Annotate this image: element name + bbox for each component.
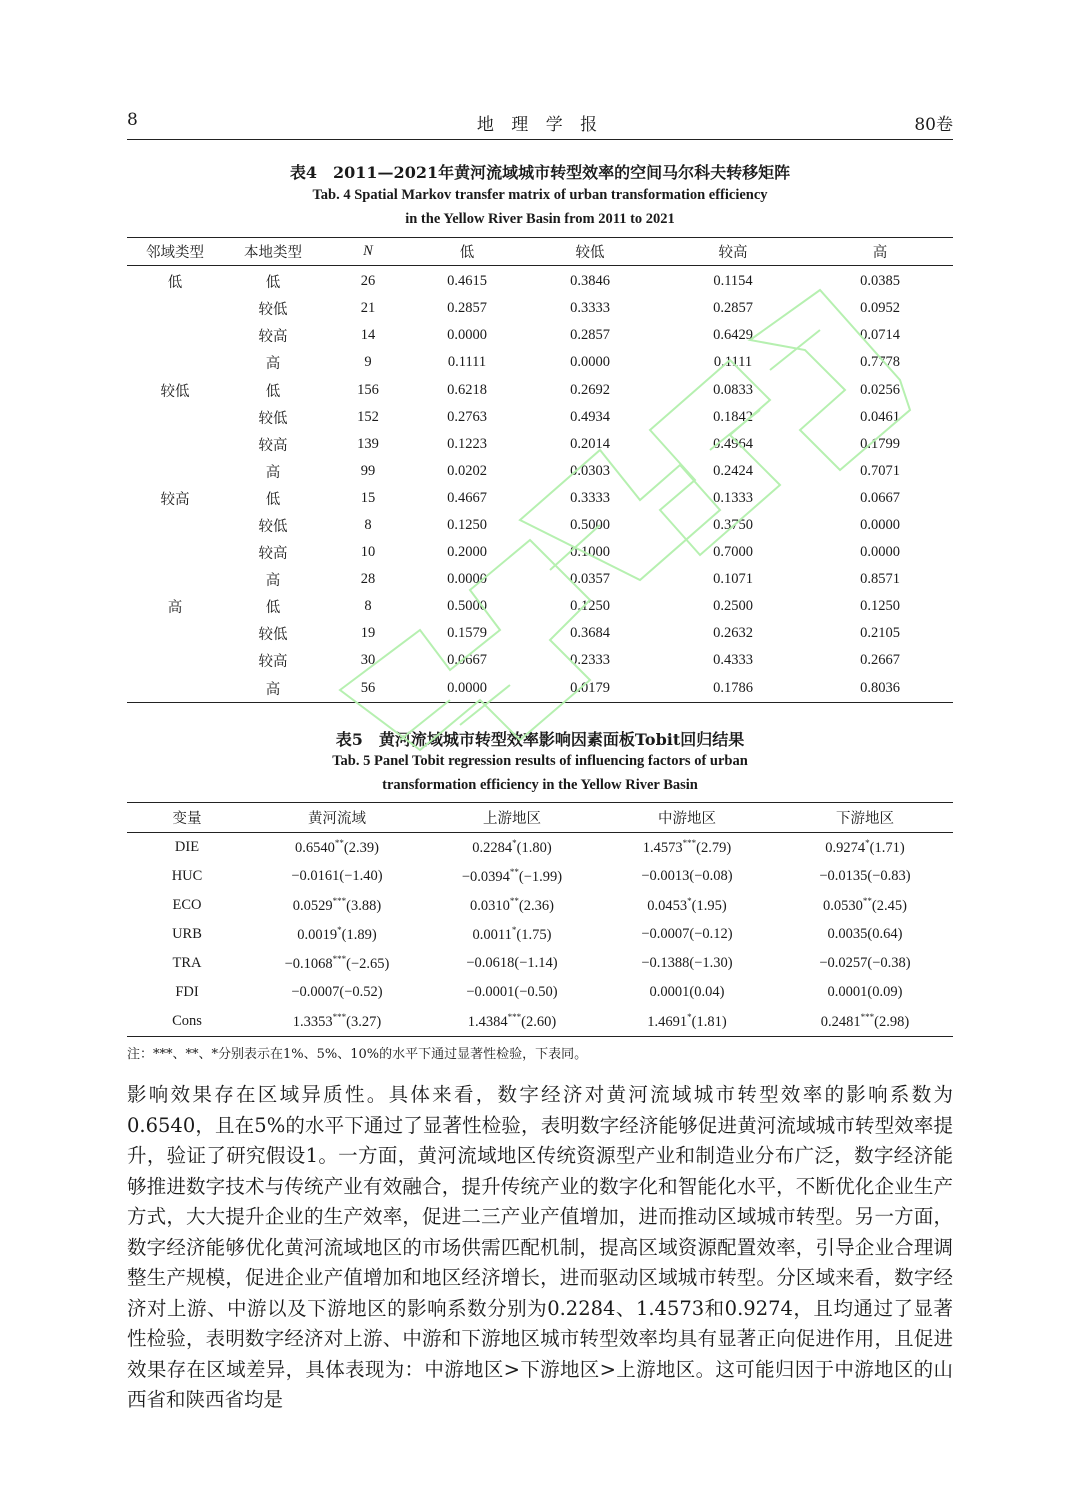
table-cell: 较低 (258, 410, 288, 427)
table-row (127, 620, 953, 647)
table-cell: 0.6429 (713, 327, 753, 344)
table-cell: 0.1333 (713, 489, 753, 506)
table-cell (127, 566, 223, 593)
t-statistic: (1.89) (341, 926, 377, 943)
t-statistic: (2.98) (874, 1013, 910, 1030)
table-cell: 0.3684 (570, 625, 610, 642)
table-cell: 0.2857 (713, 300, 753, 317)
table-cell: 高 (265, 681, 281, 698)
table-cell: 较高 (258, 546, 288, 563)
table-cell: 0.0000 (447, 327, 487, 344)
table-cell: 14 (360, 327, 376, 344)
table-cell (127, 512, 223, 539)
column-header: 低 (459, 245, 475, 262)
table-cell (127, 295, 223, 322)
table-cell: 0.2857 (447, 300, 487, 317)
significance-stars: * (687, 896, 692, 907)
coefficient-cell (427, 949, 597, 978)
table-cell: 0.1154 (713, 273, 753, 290)
coefficient-cell (247, 1007, 427, 1037)
table-cell: 21 (360, 300, 376, 317)
coefficient-value: −0.0013(−0.08) (641, 868, 733, 884)
coefficient-cell (777, 862, 953, 891)
significance-stars: ** (862, 896, 872, 907)
coefficient-value: 0.9274 (825, 839, 866, 856)
table-cell: 0.0256 (860, 381, 900, 398)
table-cell: 56 (360, 679, 376, 696)
table-row (127, 458, 953, 485)
table-cell: 低 (265, 275, 281, 292)
significance-stars: *** (507, 1012, 522, 1023)
coefficient-cell (427, 920, 597, 949)
table-cell: 0.6218 (447, 381, 487, 398)
table-cell: 0.0303 (570, 462, 610, 479)
t-statistic: (2.79) (696, 839, 732, 856)
table-row (127, 920, 953, 949)
table-cell: 30 (360, 652, 376, 669)
table-cell: 0.8571 (860, 571, 900, 588)
coefficient-cell (597, 920, 777, 949)
table-cell: 高 (167, 600, 183, 617)
coefficient-cell (777, 920, 953, 949)
table-cell: 15 (360, 489, 376, 506)
significance-stars: ** (334, 838, 344, 849)
coefficient-value: 0.0310 (470, 897, 510, 914)
significance-stars: *** (332, 1012, 347, 1023)
significance-stars: * (511, 925, 517, 936)
coefficient-value: −0.0394 (461, 868, 510, 885)
coefficient-value: 1.3353 (292, 1013, 333, 1030)
table-cell: 9 (364, 354, 372, 371)
column-header: 上游地区 (483, 811, 541, 827)
header-rule (127, 139, 953, 140)
table-cell: 8 (364, 598, 372, 615)
t-statistic: (1.81) (691, 1013, 727, 1030)
column-header: 变量 (172, 811, 202, 827)
t-statistic: (−1.99) (518, 868, 563, 885)
table-row (127, 295, 953, 322)
variable-cell: HUC (171, 868, 203, 884)
table-cell (127, 431, 223, 458)
coefficient-cell (247, 862, 427, 891)
table-cell: 较低 (258, 627, 288, 644)
coefficient-cell (247, 891, 427, 920)
coefficient-value: 1.4691 (647, 1013, 688, 1030)
column-header: 本地类型 (244, 245, 302, 262)
coefficient-cell (597, 891, 777, 920)
body-text (127, 1080, 953, 1416)
t-statistic: (2.45) (871, 897, 907, 914)
table4-caption-en-line1: Tab. 4 Spatial Markov transfer matrix of urban transformation efficiency (312, 187, 768, 203)
table-cell (127, 647, 223, 674)
table-cell: 高 (265, 356, 281, 373)
table-cell: 0.2105 (860, 625, 900, 642)
table4-caption-en-line2: in the Yellow River Basin from 2011 to 2021 (405, 211, 675, 227)
table-cell: 0.7071 (860, 462, 900, 479)
coefficient-value: 0.0011 (472, 926, 512, 943)
table-cell: 0.5000 (447, 598, 487, 615)
significance-stars: *** (332, 954, 347, 965)
table-cell: 8 (364, 516, 372, 533)
coefficient-value: −0.1068 (284, 955, 333, 972)
coefficient-value: 0.0453 (647, 897, 688, 914)
table-row (127, 891, 953, 920)
table-cell: 156 (357, 381, 379, 398)
coefficient-value: 0.2284 (472, 839, 513, 856)
coefficient-cell (427, 1007, 597, 1037)
markov-matrix-table (127, 237, 953, 703)
table-cell: 26 (360, 273, 376, 290)
t-statistic: (1.95) (691, 897, 727, 914)
variable-cell: URB (172, 926, 202, 942)
table-cell: 较高 (160, 491, 190, 508)
table-cell (127, 620, 223, 647)
table-note: 注：***、**、*分别表示在1%、5%、10%的水平下通过显著性检验，下表同。 (127, 1047, 588, 1062)
coefficient-value: −0.1388(−1.30) (641, 955, 733, 971)
coefficient-value: 0.0529 (292, 897, 333, 914)
coefficient-value: 0.2481 (820, 1013, 861, 1030)
table-row (127, 322, 953, 349)
paragraph: 影响效果存在区域异质性。具体来看，数字经济对黄河流域城市转型效率的影响系数为0.6540，且在5%的水平下通过了显著性检验，表明数字经济能够促进黄河流域城市转型效率提升，验证了研究假设1。一方面，黄河流域地区传统资源型产业和制造业分布广泛，数字经济能够推进数字技术与传统产业有效融合，提升传统产业的数字化和智能化水平，不断优化企业生产方式，大大提升企业的生产效率，促进二三产业产值增加，进而推动区域城市转型。另一方面，数字经济能够优化黄河流域地区的市场供需匹配机制，提高区域资源配置效率，引导企业合理调整生产规模，促进企业产值增加和地区经济增长，进而驱动区域城市转型。分区域来看，数字经济对上游、中游以及下游地区的影响系数分别为0.2284、1.4573和0.9274，且均通过了显著性检验，表明数字经济对上游、中游和下游地区城市转型效率均具有显著正向促进作用，且促进效果存在区域差异，具体表现为：中游地区>下游地区>上游地区。这可能归因于中游地区的山西省和陕西省均是 (127, 1083, 953, 1411)
running-header (127, 110, 953, 136)
table-row (127, 978, 953, 1007)
table-cell (127, 458, 223, 485)
coefficient-value: −0.0161(−1.40) (291, 868, 383, 884)
coefficient-value: −0.0618(−1.14) (466, 955, 558, 971)
table-cell: 0.2014 (570, 435, 610, 452)
t-statistic: (2.60) (521, 1013, 557, 1030)
table-cell: 0.2424 (713, 462, 753, 479)
table-cell (127, 675, 223, 703)
table-cell: 0.2000 (447, 544, 487, 561)
t-statistic: (1.71) (869, 839, 905, 856)
t-statistic: (3.27) (346, 1013, 382, 1030)
column-header: 较高 (718, 245, 748, 262)
journal-name: 地 理 学 报 (476, 115, 604, 135)
coefficient-value: −0.0257(−0.38) (819, 955, 911, 971)
page-number: 8 (127, 110, 138, 130)
coefficient-cell (427, 978, 597, 1007)
table-cell: 低 (265, 600, 281, 617)
table-cell: 较低 (160, 383, 190, 400)
table-cell: 139 (357, 435, 379, 452)
table-cell: 0.2763 (447, 408, 487, 425)
table-cell: 0.1223 (447, 435, 487, 452)
table-cell: 152 (357, 408, 379, 425)
table-cell: 0.0000 (447, 571, 487, 588)
variable-cell: ECO (172, 897, 202, 913)
table-cell: 0.0952 (860, 300, 900, 317)
table-cell: 0.3333 (570, 300, 610, 317)
table-cell: 0.3846 (570, 273, 610, 290)
significance-stars: *** (332, 896, 347, 907)
table5-caption-en-line2: transformation efficiency in the Yellow River Basin (382, 777, 698, 793)
significance-stars: *** (860, 1012, 875, 1023)
coefficient-cell (777, 833, 953, 863)
table-cell: 0.4964 (713, 435, 753, 452)
table-cell: 较低 (258, 302, 288, 319)
coefficient-cell (247, 833, 427, 863)
column-header: 下游地区 (836, 811, 894, 827)
table-row (127, 376, 953, 403)
significance-stars: * (865, 838, 870, 849)
table-row (127, 539, 953, 566)
volume-label: 80卷 (914, 115, 953, 135)
coefficient-cell (427, 862, 597, 891)
table-cell: 较低 (258, 518, 288, 535)
variable-cell: Cons (172, 1013, 202, 1029)
table-cell: 0.0000 (860, 516, 900, 533)
t-statistic: (3.88) (346, 897, 382, 914)
table-cell: 0.7000 (713, 544, 753, 561)
table-cell: 0.4615 (447, 273, 487, 290)
table-cell: 0.0357 (570, 571, 610, 588)
table-cell: 10 (360, 544, 376, 561)
column-header: 较低 (575, 245, 605, 262)
significance-stars: ** (509, 867, 519, 878)
table-cell: 0.0667 (860, 489, 900, 506)
table-cell: 0.0461 (860, 408, 900, 425)
coefficient-cell (247, 949, 427, 978)
table5-caption-en-line1: Tab. 5 Panel Tobit regression results of influencing factors of urban (332, 753, 748, 769)
table4-caption-cn: 表4 2011—2021年黄河流域城市转型效率的空间马尔科夫转移矩阵 (289, 163, 791, 182)
coefficient-value: −0.0007(−0.12) (641, 926, 733, 942)
coefficient-cell (777, 1007, 953, 1037)
significance-stars: * (512, 838, 517, 849)
column-header: N (363, 243, 373, 260)
table-cell: 0.1786 (713, 679, 753, 696)
table-cell: 0.1111 (447, 354, 487, 371)
table-cell: 0.5000 (570, 516, 610, 533)
table-row (127, 833, 953, 863)
table-cell (127, 349, 223, 376)
table-row (127, 485, 953, 512)
coefficient-value: −0.0007(−0.52) (291, 984, 383, 1000)
t-statistic: (2.36) (518, 897, 554, 914)
coefficient-value: 0.6540 (295, 839, 335, 856)
table-cell: 0.4934 (570, 408, 610, 425)
coefficient-value: 0.0019 (297, 926, 338, 943)
coefficient-value: 0.0530 (823, 897, 863, 914)
table-cell: 0.1250 (860, 598, 900, 615)
table-cell: 高 (265, 573, 281, 590)
coefficient-cell (597, 978, 777, 1007)
table-header-row (127, 238, 953, 266)
coefficient-value: 0.0035(0.64) (827, 926, 903, 942)
coefficient-cell (777, 978, 953, 1007)
table-cell: 0.4333 (713, 652, 753, 669)
table-cell: 0.1071 (713, 571, 753, 588)
table-row (127, 862, 953, 891)
coefficient-cell (777, 891, 953, 920)
table-cell: 0.0667 (447, 652, 487, 669)
column-header: 高 (872, 245, 888, 262)
table-cell: 0.1579 (447, 625, 487, 642)
table-cell: 19 (360, 625, 376, 642)
table-cell: 低 (167, 275, 183, 292)
tobit-regression-table (127, 802, 953, 1037)
t-statistic: (1.80) (516, 839, 552, 856)
table-cell: 0.1842 (713, 408, 753, 425)
significance-stars: ** (509, 896, 519, 907)
table-cell: 0.0714 (860, 327, 900, 344)
table-row (127, 949, 953, 978)
coefficient-cell (427, 833, 597, 863)
table-row (127, 1007, 953, 1037)
coefficient-cell (597, 1007, 777, 1037)
table-cell (127, 404, 223, 431)
table-cell: 0.1799 (860, 435, 900, 452)
table-cell: 0.1111 (713, 354, 753, 371)
table-row (127, 404, 953, 431)
t-statistic: (−2.65) (346, 955, 390, 972)
table-cell: 0.0000 (860, 544, 900, 561)
table-cell: 0.3333 (570, 489, 610, 506)
table-cell: 99 (360, 462, 376, 479)
table-row (127, 593, 953, 620)
table-cell (127, 322, 223, 349)
table-cell: 0.0833 (713, 381, 753, 398)
table-row (127, 675, 953, 703)
table-cell: 较高 (258, 329, 288, 346)
coefficient-cell (427, 891, 597, 920)
table-cell: 0.0179 (570, 679, 610, 696)
coefficient-value: −0.0001(−0.50) (466, 984, 558, 1000)
table-row (127, 349, 953, 376)
significance-stars: * (687, 1012, 692, 1023)
column-header: 邻域类型 (146, 245, 204, 262)
table-cell: 较高 (258, 654, 288, 671)
significance-stars: * (337, 925, 342, 936)
table-cell: 0.7778 (860, 354, 900, 371)
table-cell: 0.2692 (570, 381, 610, 398)
table-cell: 0.1250 (447, 516, 487, 533)
table-cell: 0.2632 (713, 625, 753, 642)
table-cell: 0.2500 (713, 598, 753, 615)
table-cell (127, 539, 223, 566)
coefficient-value: 0.0001(0.09) (827, 984, 903, 1000)
t-statistic: (2.39) (343, 839, 379, 856)
coefficient-value: −0.0135(−0.83) (819, 868, 911, 884)
table-cell: 0.4667 (447, 489, 487, 506)
table-row (127, 266, 953, 296)
coefficient-cell (247, 920, 427, 949)
table-cell: 0.2667 (860, 652, 900, 669)
column-header: 中游地区 (658, 811, 716, 827)
table-cell: 28 (360, 571, 376, 588)
table-cell: 0.1000 (570, 544, 610, 561)
table-cell: 0.0000 (447, 679, 487, 696)
coefficient-value: 1.4573 (642, 839, 683, 856)
coefficient-cell (597, 949, 777, 978)
table5-caption-cn: 表5 黄河流域城市转型效率影响因素面板Tobit回归结果 (335, 730, 745, 749)
table-row (127, 566, 953, 593)
coefficient-value: 1.4384 (467, 1013, 508, 1030)
table-cell: 0.1250 (570, 598, 610, 615)
table-row (127, 512, 953, 539)
variable-cell: FDI (175, 984, 199, 1000)
significance-stars: *** (682, 838, 697, 849)
coefficient-cell (597, 833, 777, 863)
coefficient-cell (247, 978, 427, 1007)
table-header-row (127, 803, 953, 833)
coefficient-cell (597, 862, 777, 891)
table-cell: 0.0000 (570, 354, 610, 371)
column-header: 黄河流域 (308, 811, 366, 827)
table-cell: 较高 (258, 437, 288, 454)
table-cell: 0.2857 (570, 327, 610, 344)
table-cell: 0.3750 (713, 516, 753, 533)
table-cell: 高 (265, 464, 281, 481)
table-cell: 0.8036 (860, 679, 900, 696)
table-cell: 低 (265, 383, 281, 400)
coefficient-cell (777, 949, 953, 978)
table-cell: 0.0202 (447, 462, 487, 479)
variable-cell: TRA (172, 955, 202, 971)
variable-cell: DIE (174, 839, 200, 855)
table-cell: 0.0385 (860, 273, 900, 290)
table-row (127, 431, 953, 458)
table-row (127, 647, 953, 674)
table-cell: 低 (265, 491, 281, 508)
table-cell: 0.2333 (570, 652, 610, 669)
t-statistic: (1.75) (516, 926, 552, 943)
coefficient-value: 0.0001(0.04) (649, 984, 725, 1000)
